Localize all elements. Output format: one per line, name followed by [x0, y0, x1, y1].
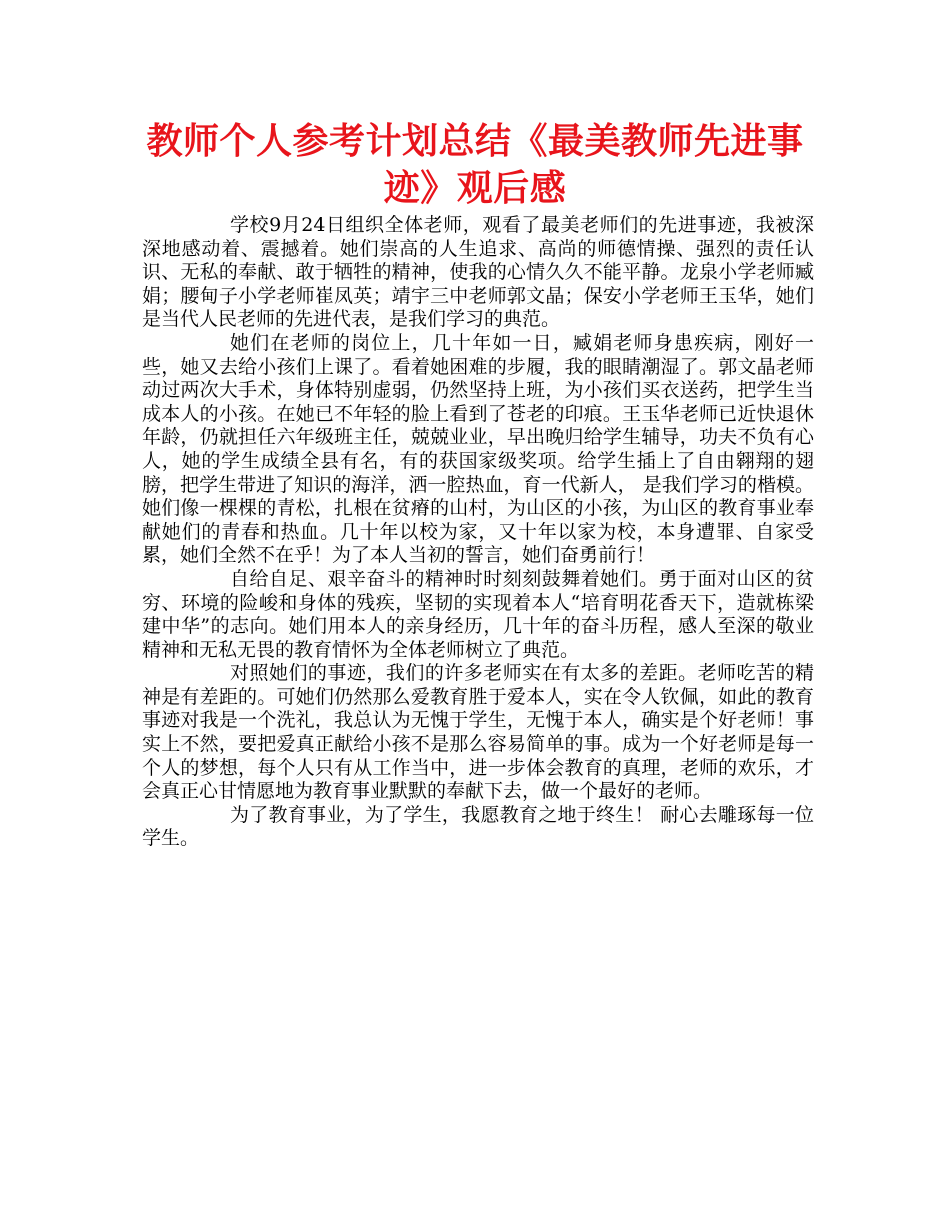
- paragraph: 她们在老师的岗位上，几十年如一日，臧娟老师身患疾病，刚好一些，她又去给小孩们上课了。看着她困难的步履，我的眼睛潮湿了。郭文晶老师动过两次大手术，身体特别虚弱，仍然坚持上班，为小孩们买衣送药，把学生当成本人的小孩。在她已不年轻的脸上看到了苍老的印痕。王玉华老师已近快退休年龄，仍就担任六年级班主任，兢兢业业，早出晚归给学生辅导，功夫不负有心人，她的学生成绩全县有名，有的获国家级奖项。给学生插上了自由翱翔的翅膀，把学生带进了知识的海洋，洒一腔热血，育一代新人， 是我们学习的楷模。她们像一棵棵的青松，扎根在贫瘠的山村，为山区的小孩，为山区的教育事业奉献她们的青春和热血。几十年以校为家，又十年以家为校，本身遭罪、自家受累，她们全然不在乎！为了本人当初的誓言，她们奋勇前行！: [142, 331, 814, 567]
- paragraph: 对照她们的事迹，我们的许多老师实在有太多的差距。老师吃苦的精神是有差距的。可她们仍然那么爱教育胜于爱本人，实在令人钦佩，如此的教育事迹对我是一个洗礼，我总认为无愧于学生，无愧于本人，确实是个好老师！事实上不然，要把爱真正献给小孩不是那么容易简单的事。成为一个好老师是每一个人的梦想，每个人只有从工作当中，进一步体会教育的真理，老师的欢乐，才会真正心甘情愿地为教育事业默默的奉献下去，做一个最好的老师。: [142, 662, 814, 803]
- paragraph: 自给自足、艰辛奋斗的精神时时刻刻鼓舞着她们。勇于面对山区的贫穷、环境的险峻和身体的残疾，坚韧的实现着本人“培育明花香天下，造就栋梁建中华”的志向。她们用本人的亲身经历，几十年的奋斗历程，感人至深的敬业精神和无私无畏的教育情怀为全体老师树立了典范。: [142, 567, 814, 661]
- paragraph: 学校9月24日组织全体老师，观看了最美老师们的先进事迹，我被深深地感动着、震撼着。她们崇高的人生追求、高尚的师德情操、强烈的责任认识、无私的奉献、敢于牺牲的精神，使我的心情久久不能平静。龙泉小学老师臧娟；腰甸子小学老师崔凤英；靖宇三中老师郭文晶；保安小学老师王玉华，她们是当代人民老师的先进代表，是我们学习的典范。: [142, 214, 814, 331]
- document-title: 教师个人参考计划总结《最美教师先进事迹》观后感: [146, 121, 804, 209]
- document-body: [142, 214, 814, 851]
- paragraph: 为了教育事业，为了学生，我愿教育之地于终生！ 耐心去雕琢每一位学生。: [142, 803, 814, 850]
